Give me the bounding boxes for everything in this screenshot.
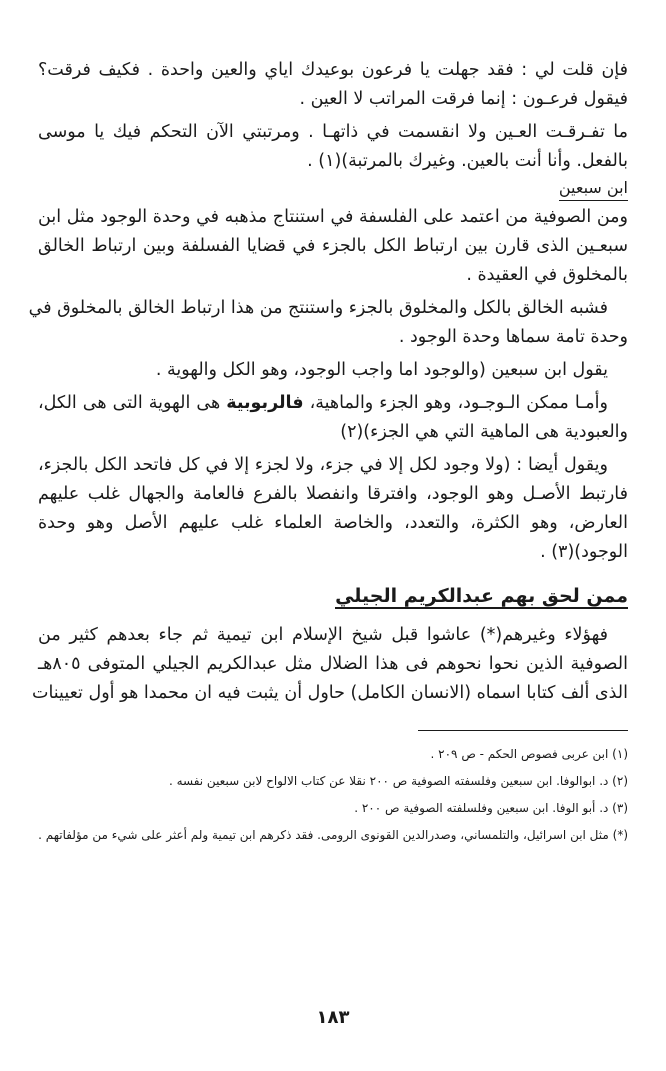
paragraph-ibn-sabin-quote bbox=[38, 356, 628, 385]
text-line: الذى ألف كتابا اسماه (الانسان الكامل) حاول أن يثبت فيه ان محمدا هو أول تعيينات bbox=[31, 683, 628, 703]
text-segment: هى الهوية التى هى الكل، bbox=[38, 393, 227, 413]
section-heading-text: ممن لحق بهم عبدالكريم الجيلي bbox=[335, 585, 628, 607]
text-line: والعبودية هى الماهية التي هي الجزء)(٢) bbox=[340, 422, 628, 442]
paragraph-ibn-sabin-intro bbox=[38, 203, 628, 290]
text-line: فإن قلت لي : فقد جهلت يا فرعون بوعيدك اياي والعين واحدة . فكيف فرقت؟ bbox=[38, 60, 628, 80]
text-line: سبعـين الذى قارن بين ارتباط الكل بالجزء في قضايا الفسلفة وبين ارتباط الخالق bbox=[38, 236, 628, 256]
footnote: (٢) د. ابوالوفا. ابن سبعين وفلسفته الصوفية ص ٢٠٠ نقلا عن كتاب الالواح لابن سبعين نفسه . bbox=[168, 774, 628, 788]
paragraph-whole-part bbox=[38, 451, 628, 567]
footnote-divider bbox=[418, 730, 628, 731]
text-line: العارض، وهو الكثرة، والتعدد، والخاصة العلماء غلب عليهم الأصل وهو وحدة bbox=[38, 513, 628, 533]
text-line: الصوفية الذين نحوا نحوهم فى هذا الضلال مثل عبدالكريم الجيلي المتوفى ٨٠٥هـ bbox=[38, 654, 628, 674]
section-heading bbox=[38, 579, 628, 613]
page-number: ١٨٣ bbox=[316, 1007, 350, 1028]
text-line: يقول ابن سبعين (والوجود اما واجب الوجود، وهو الكل والهوية . bbox=[155, 360, 608, 380]
text-line: بالمخلوق في العقيدة . bbox=[466, 265, 628, 285]
text-line: فهؤلاء وغيرهم(*) عاشوا قبل شيخ الإسلام ابن تيمية ثم جاء بعدهم كثير من bbox=[38, 625, 608, 645]
footnotes bbox=[38, 741, 628, 848]
footnote: (*) مثل ابن اسرائيل، والتلمساني، وصدرالدين القونوى الرومى. فقد ذكرهم ابن تيمية ولم أعثر على شيء من مؤلفاتهم . bbox=[38, 828, 628, 842]
footnote: (١) ابن عربى فصوص الحكم - ص ٢٠٩ . bbox=[430, 747, 628, 761]
text-line: فيقول فرعـون : إنما فرقت المراتب لا العين . bbox=[299, 89, 628, 109]
bold-term: فالربوبية bbox=[226, 393, 304, 413]
page-content bbox=[28, 56, 628, 848]
text-line: ويقول أيضا : (ولا وجود لكل إلا في جزء، ولا لجزء إلا في كل فاتحد الكل بالجزء، bbox=[38, 455, 608, 475]
text-segment: وأمـا ممكن الـوجـود، وهو الجزء والماهية، bbox=[303, 393, 608, 413]
paragraph-lordship bbox=[38, 389, 628, 447]
text-line: ما تفـرقـت العـين ولا انقسمت في ذاتهـا . ومرتبتي الآن التحكم فيك يا موسى bbox=[38, 122, 628, 142]
subheading-ibn-sabin: ابن سبعين bbox=[559, 176, 628, 201]
text-line: فارتبط الأصـل وهو الوجود، وافترقا وانفصلا بالفرع فالعامة والجهال غلب عليهم bbox=[38, 484, 628, 504]
text-line: وحدة تامة سماها وحدة الوجود . bbox=[398, 327, 628, 347]
paragraph-creator-analogy bbox=[28, 294, 628, 352]
paragraph-pharaoh-dialogue bbox=[38, 56, 628, 176]
text-line: فشبه الخالق بالكل والمخلوق بالجزء واستنتج من هذا ارتباط الخالق بالمخلوق في bbox=[28, 298, 608, 318]
text-line: الوجود)(٣) . bbox=[540, 542, 628, 562]
text-line: ومن الصوفية من اعتمد على الفلسفة في استنتاج مذهبه في وحدة الوجود مثل ابن bbox=[38, 207, 628, 227]
paragraph-jili bbox=[31, 621, 628, 708]
footnote: (٣) د. أبو الوفا. ابن سبعين وفلسلفته الصوفية ص ٢٠٠ . bbox=[354, 801, 628, 815]
text-line: بالفعل. وأنا أنت بالعين. وغيرك بالمرتبة)(١) . bbox=[307, 151, 628, 171]
text-line bbox=[38, 389, 628, 418]
